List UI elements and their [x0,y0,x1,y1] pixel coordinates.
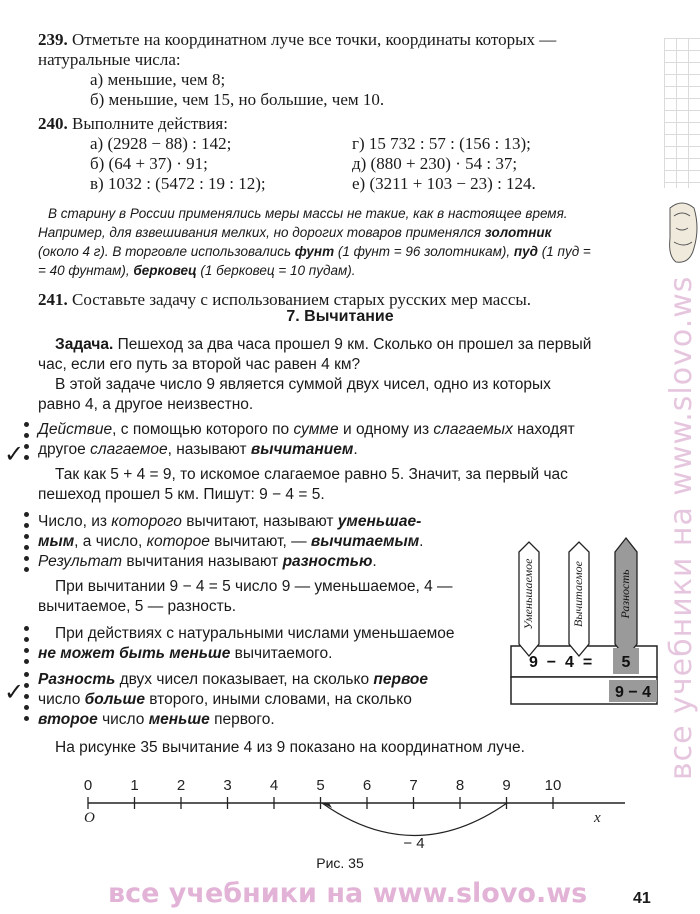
history-text: (1 фунт = 96 золотникам), [334,244,514,259]
history-line1: В старину в России применялись меры массы не такие, как в настоящее время. [48,206,568,221]
rule-bold: не может быть меньше [38,645,231,662]
tag-minuend-label: Уменьшаемое [520,558,535,630]
exercise-241-number: 241. [38,290,68,309]
ray-axis-label: x [594,810,601,826]
def-term: сумме [293,421,339,438]
def-term-bold: мым [38,533,75,550]
exercise-240-number: 240. [38,114,68,133]
para1-line2: пешеход прошел 5 км. Пишут: 9 − 4 = 5. [38,486,325,503]
exercise-239-item-a: а) меньшие, чем 8; [90,70,226,89]
subtraction-arc [322,803,507,836]
rule-text: число [38,691,85,708]
rule-text: второго, иными словами, на сколько [144,691,412,708]
checkmark-icon: ✓ [4,678,25,706]
term-berkovets: берковец [133,263,197,278]
side-watermark: все учебники на www.slovo.ws [664,275,699,780]
def-text: , называют [167,441,251,458]
rule-text: число [97,711,149,728]
def-term-bold: вычитанием [250,441,354,458]
def-term: Результат [38,553,123,570]
exercise-240-text: Выполните действия: [72,114,228,133]
page-number: 41 [633,890,651,907]
rule-minuend-line1: При действиях с натуральными числами уменьшаемое [55,625,455,642]
arc-label: − 4 [403,835,425,852]
term-pud: пуд [513,244,539,259]
ray-tick-label: 3 [223,777,232,794]
exercise-239-number: 239. [38,30,68,49]
bullet-dots-icon [24,672,30,727]
diagram-expression: 9 − 4 = [529,654,593,671]
rule-text: вычитаемого. [230,645,333,662]
def-term-bold: разностью [282,553,373,570]
exercise-239-item-b: б) меньшие, чем 15, но большие, чем 10. [90,90,385,109]
task-line1 [55,335,591,355]
def-term: Действие [38,421,113,438]
exercise-240-item: в) 1032 : (5472 : 19 : 12); [90,174,266,193]
def-text: . [353,441,358,458]
def-text: , а число, [74,533,147,550]
def-text: находят [512,421,575,438]
exercise-240-header [38,114,228,134]
checkmark-icon: ✓ [4,440,25,468]
history-text: Например, для взвешивания мелких, но дорогих товаров применялся [38,225,485,240]
def-term: которого [111,513,182,530]
exercise-239-line1 [38,30,556,50]
exercise-239-text: Отметьте на координатном луче все точки, координаты которых — [72,30,557,49]
rule-difference-line3 [38,710,275,730]
history-text: = 40 фунтам), [38,263,134,278]
section-title: 7. Вычитание [286,308,394,325]
ray-tick-label: 6 [362,777,372,794]
definition-terms-line1 [38,512,421,532]
task-label: Задача. [55,336,114,353]
exercise-240-item: а) (2928 − 88) : 142; [90,134,232,153]
definition-terms-line2 [38,532,423,552]
def-text: вычитают, называют [181,513,338,530]
def-text: . [372,553,377,570]
exercise-239-line2: натуральные числа: [38,50,181,69]
subtraction-diagram [505,528,660,714]
def-term: слагаемых [433,421,513,438]
def-text: . [419,533,424,550]
term-zolotnik: золотник [484,225,552,240]
ray-tick-label: 0 [83,777,93,794]
history-text: (1 пуд = [538,244,591,259]
def-term-bold: вычитаемым [310,533,420,550]
para3: На рисунке 35 вычитание 4 из 9 показано на координатном луче. [55,739,525,756]
def-term: которое [146,533,210,550]
para1-line1: Так как 5 + 4 = 9, то искомое слагаемое равно 5. Значит, за первый час [55,466,568,483]
rule-bold: второе [38,711,98,728]
ray-tick-label: 9 [502,777,511,794]
task-text: Пешеход за два часа прошел 9 км. Сколько он прошел за первый [113,336,592,353]
task-line2: час, если его путь за второй час равен 4 км? [38,356,361,373]
history-text: (около 4 г). В торговле использовались [38,244,295,259]
ray-origin-label: O [84,810,95,826]
rule-text: первого. [209,711,275,728]
figure-caption: Рис. 35 [316,855,364,871]
rule-difference-line2 [38,690,412,710]
exercise-240-item: б) (64 + 37) · 91; [90,154,208,173]
def-text: другое [38,441,91,458]
rule-bold: больше [84,691,145,708]
def-text: , с помощью которого по [112,421,294,438]
ray-tick-label: 2 [176,777,186,794]
margin-grid [664,38,700,188]
rule-minuend-line2 [38,644,332,664]
para2-line2: вычитаемое, 5 — разность. [38,598,237,615]
footer-watermark: все учебники на www.slovo.ws [108,878,588,909]
history-text: (1 берковец = 10 пудам). [196,263,356,278]
def-text: и одному из [338,421,434,438]
rule-text: двух чисел показывает, на сколько [115,671,374,688]
history-line3 [38,242,591,261]
definition-terms-line3 [38,552,377,572]
tag-difference-label: Разность [617,569,632,619]
mascot-figure [664,198,700,268]
def-term-bold: уменьшае- [337,513,422,530]
bullet-dots-icon [24,422,30,466]
exercise-240-item: д) (880 + 230) · 54 : 37; [352,154,518,173]
rule-difference-line1 [38,670,428,690]
rule-bold: Разность [38,671,116,688]
definition-subtraction-line2 [38,440,358,460]
task-line3: В этой задаче число 9 является суммой двух чисел, одно из которых [55,376,551,393]
history-line2 [38,223,551,242]
def-text: вычитания называют [122,553,283,570]
def-text: вычитают, — [209,533,311,550]
ray-tick-label: 5 [316,777,325,794]
rule-bold: первое [373,671,429,688]
ray-tick-label: 8 [455,777,465,794]
para2-line1: При вычитании 9 − 4 = 5 число 9 — уменьшаемое, 4 — [55,578,453,595]
ray-tick-label: 4 [269,777,279,794]
ray-tick-label: 1 [130,777,139,794]
history-line4 [38,261,355,280]
exercise-240-item: е) (3211 + 103 − 23) : 124. [352,174,536,193]
ray-tick-label: 7 [409,777,418,794]
ray-tick-label: 10 [544,777,562,794]
task-line4: равно 4, а другое неизвестно. [38,396,254,413]
definition-subtraction-line1 [38,420,575,440]
diagram-formula: 9 − 4 [614,684,652,701]
tag-subtrahend-label: Вычитаемое [570,560,585,628]
def-term: слагаемое [90,441,168,458]
term-funt: фунт [294,244,335,259]
bullet-dots-icon [24,626,30,670]
diagram-result: 5 [621,654,631,671]
def-text: Число, из [38,513,112,530]
exercise-240-item: г) 15 732 : 57 : (156 : 13); [352,134,531,153]
bullet-dots-icon [24,512,30,578]
exercise-241-text: Составьте задачу с использованием старых русских мер массы. [72,290,532,309]
rule-bold: меньше [148,711,210,728]
